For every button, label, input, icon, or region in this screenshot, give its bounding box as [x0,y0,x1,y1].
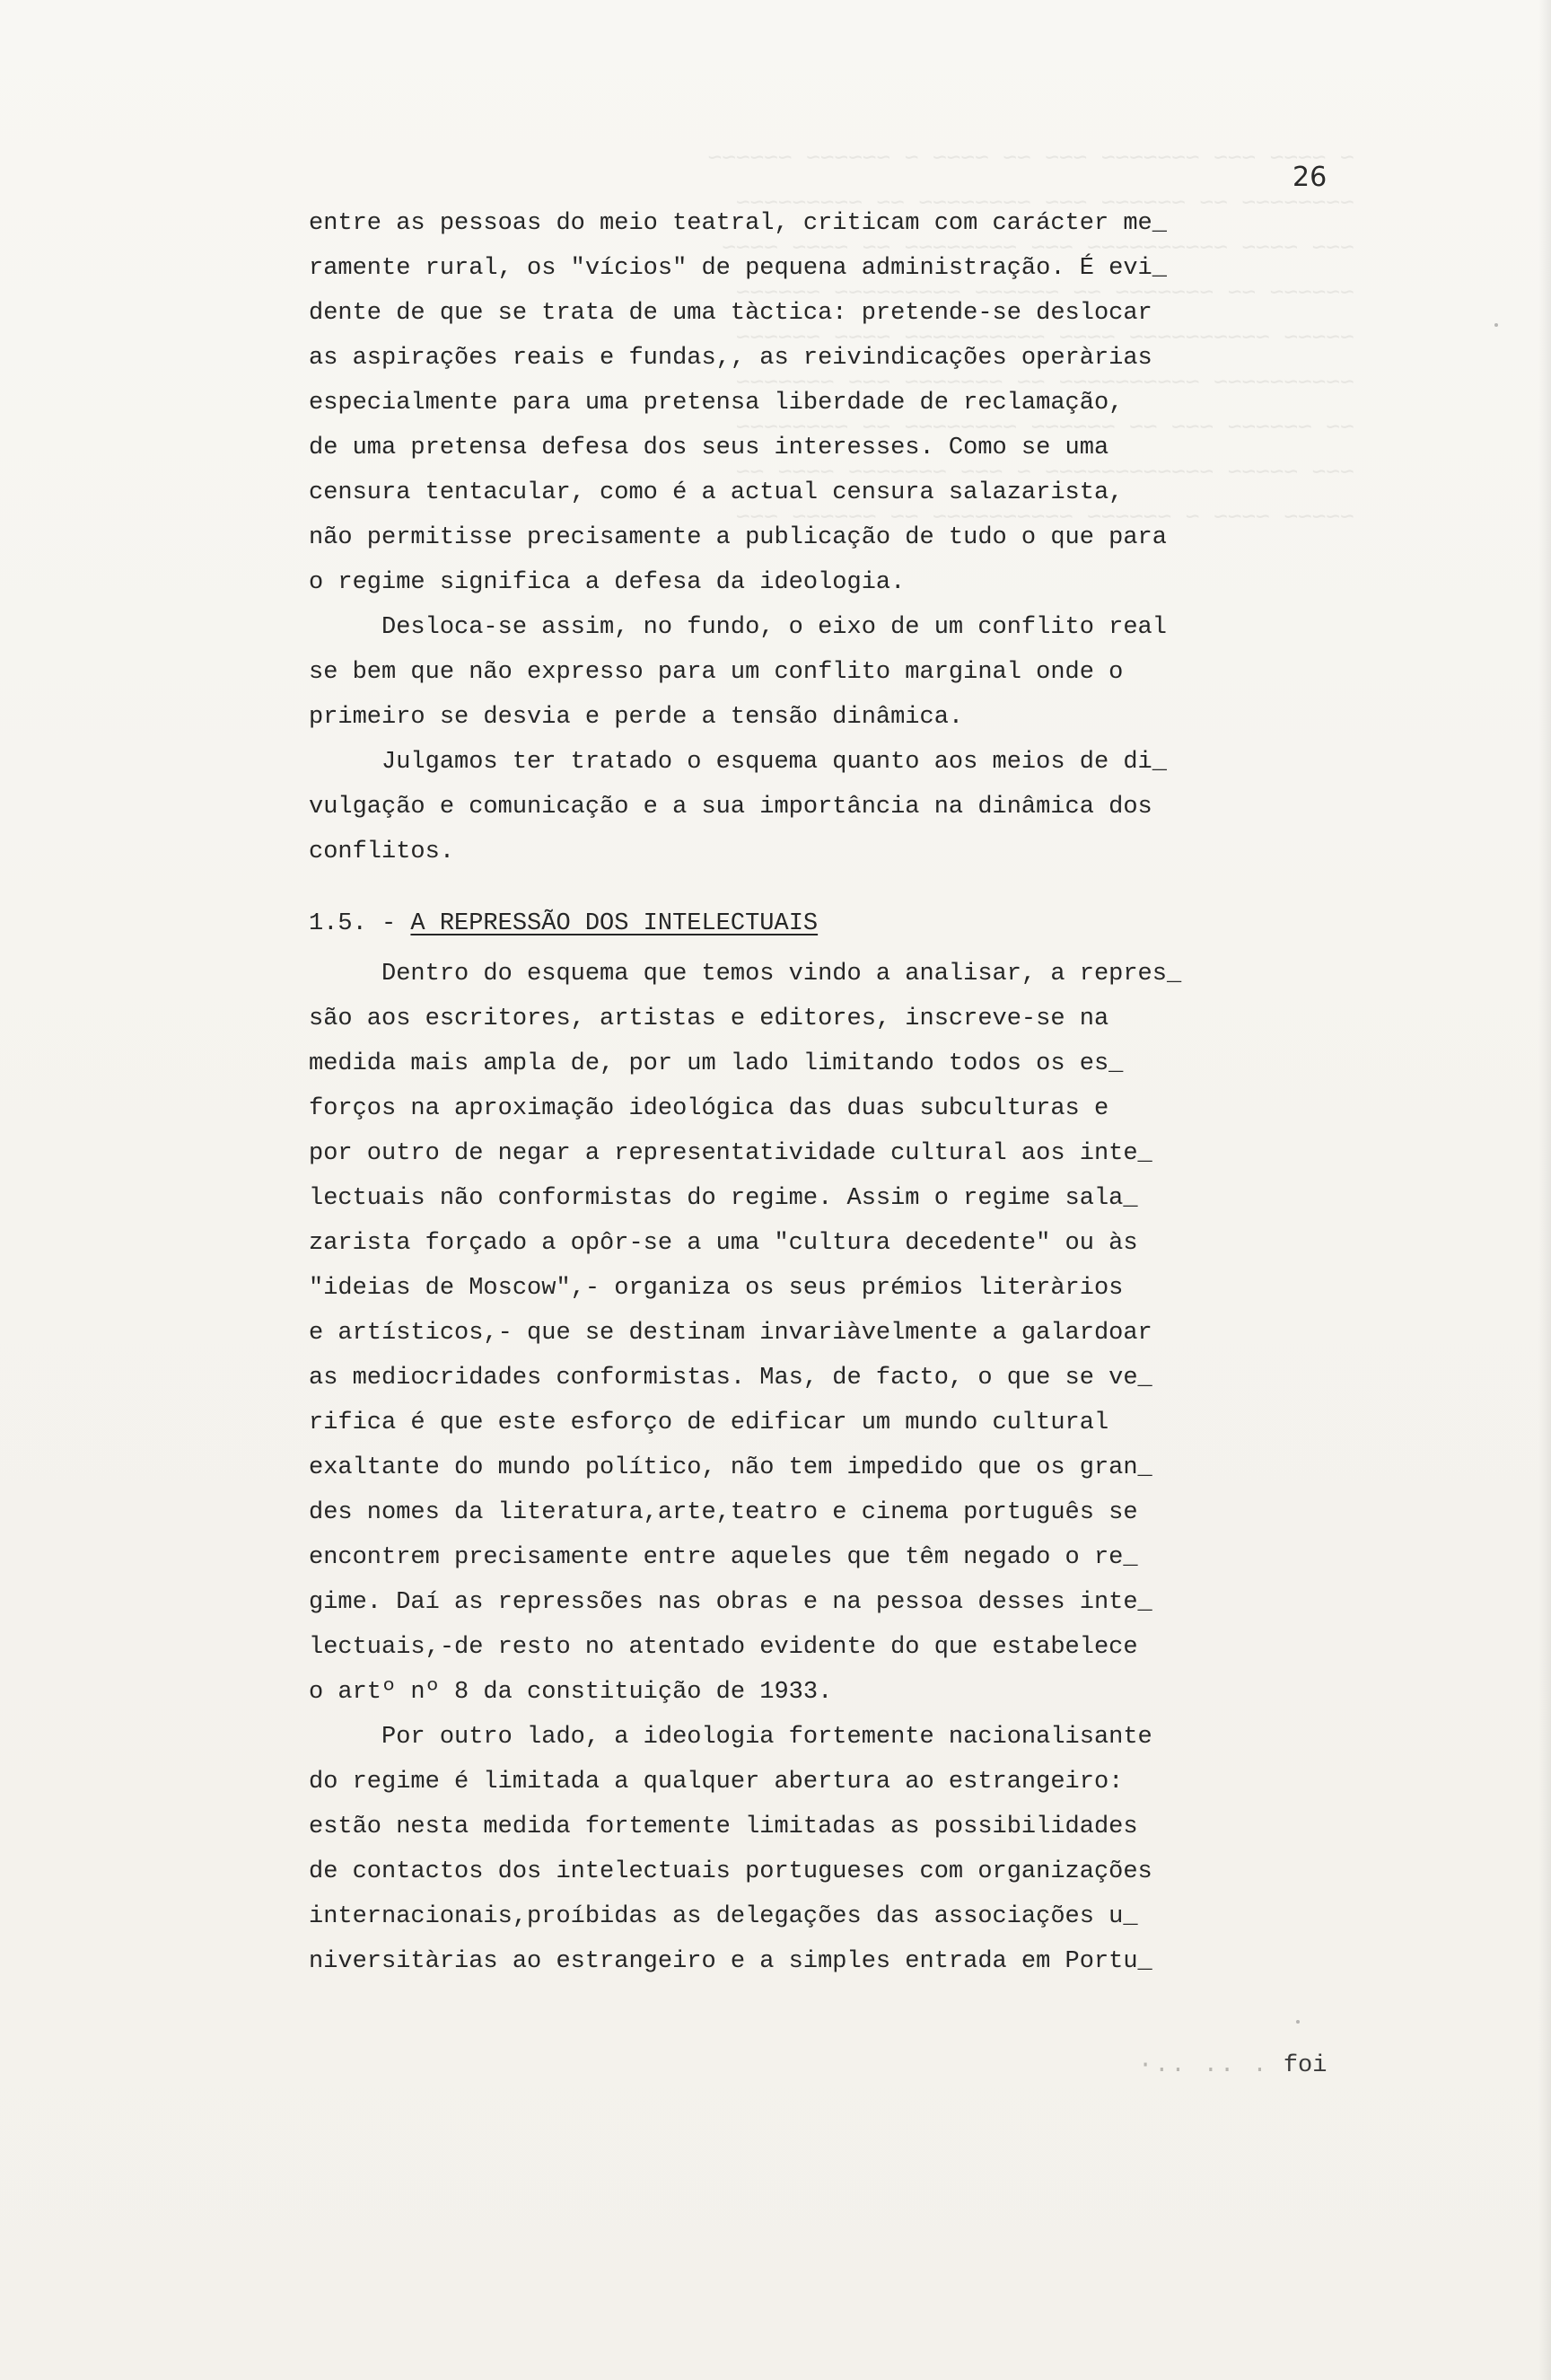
text-line: censura tentacular, como é a actual censura salazarista, [309,479,1124,506]
text-line: Julgamos ter tratado o esquema quanto aos meios de di_ [309,749,1167,776]
text-line: internacionais,proíbidas as delegações das associações u_ [309,1903,1138,1930]
text-line: des nomes da literatura,arte,teatro e cinema português se [309,1499,1138,1526]
text-line: do regime é limitada a qualquer abertura ao estrangeiro: [309,1769,1124,1796]
text-line: de contactos dos intelectuais portugueses com organizações [309,1858,1152,1885]
text-line: as mediocridades conformistas. Mas, de facto, o que se ve_ [309,1365,1152,1392]
bleed-through-text: ~ ~~~~ ~~~ ~~~~~~~ ~~~ ~~ ~~~~ ~ ~~~~~~ ~~~~~~ ~~~~~~~~ ~~ ~~~~~~ ~~~ ~~~~~~~~ ~~ ~~~~~~~~~ ~~~ ~~~~ ~~~~~~~~~~ ~~~ ~~~~~~~~ ~~ ~~~~ ~~~~ ~~~~~~ ~~ ~~~~~~~ ~~ ~~~~~~ ~~~~~~~~~ ~~~~~~ ~~~~~ ~~~~~~~~~~ ~~~~ ~~~~~~~~~~ ~~~~ ~~~~~~ ~~~~~~~~~~ ~~~~~~~~~~ ~~ ~~~~~~~ ~~~ ~~~~~~~ ~~ ~~~~~~ ~~~ ~~ ~~~~~~ ~~~~~~~~ ~~ ~~~~~~~~ ~~~ ~~~~~ ~~~~~~~~~~~~ ~ ~~~ ~~~~~~~ ~~~~ ~~ ~~~~~ ~~~~ ~ ~~~~~~ ~~~~~~~~~~ ~~ ~~~~~~ ~~~ [707,144,1354,530]
text-line: estão nesta medida fortemente limitadas as possibilidades [309,1814,1138,1840]
text-line: se bem que não expresso para um conflito marginal onde o [309,659,1124,686]
text-line: de uma pretensa defesa dos seus interesses. Como se uma [309,435,1109,461]
text-line: dente de que se trata de uma tàctica: pretende-se deslocar [309,300,1152,327]
text-line: encontrem precisamente entre aqueles que têm negado o re_ [309,1544,1138,1571]
paper-speck [1494,323,1498,327]
text-line: Desloca-se assim, no fundo, o eixo de um conflito real [309,614,1167,641]
text-line: vulgação e comunicação e a sua importância na dinâmica dos [309,794,1152,821]
text-line: forços na aproximação ideológica das duas subculturas e [309,1095,1109,1122]
paper-speck [1296,2020,1300,2024]
text-line: medida mais ampla de, por um lado limitando todos os es_ [309,1050,1124,1077]
page-number: 26 [1292,162,1328,193]
text-line: o regime significa a defesa da ideologia. [309,569,906,596]
text-line: "ideias de Moscow",- organiza os seus prémios literàrios [309,1275,1124,1302]
section-heading-number: 1.5. - [309,910,411,937]
page-edge-shadow [1538,0,1551,2380]
text-line: gime. Daí as repressões nas obras e na pessoa desses inte_ [309,1589,1152,1616]
body-text [309,201,1386,1984]
text-line: o artº nº 8 da constituição de 1933. [309,1679,833,1706]
text-line: lectuais não conformistas do regime. Assim o regime sala_ [309,1185,1138,1212]
spacer [309,874,1386,901]
paragraphs-before-heading [309,201,1386,874]
paragraphs-after-heading [309,952,1386,1984]
text-line: Por outro lado, a ideologia fortemente nacionalisante [309,1724,1152,1751]
text-line: rifica é que este esforço de edificar um mundo cultural [309,1410,1109,1436]
text-line: ramente rural, os "vícios" de pequena administração. É evi_ [309,255,1167,282]
catchword-smudge: ·.. .. . [1138,2052,1269,2079]
text-line: niversitàrias ao estrangeiro e a simples entrada em Portu_ [309,1948,1152,1975]
catchword-text: foi [1283,2052,1328,2079]
text-line: as aspirações reais e fundas,, as reivindicações operàrias [309,345,1152,372]
text-line: entre as pessoas do meio teatral, criticam com carácter me_ [309,210,1167,237]
text-line: e artísticos,- que se destinam invariàvelmente a galardoar [309,1320,1152,1347]
text-line: especialmente para uma pretensa liberdade de reclamação, [309,390,1124,417]
catchword [1138,2052,1327,2079]
section-heading [309,901,1386,946]
text-line: Dentro do esquema que temos vindo a analisar, a repres_ [309,961,1182,988]
text-line: por outro de negar a representatividade cultural aos inte_ [309,1140,1152,1167]
text-line: não permitisse precisamente a publicação de tudo o que para [309,524,1167,551]
text-line: lectuais,-de resto no atentado evidente do que estabelece [309,1634,1138,1661]
section-heading-title: A REPRESSÃO DOS INTELECTUAIS [410,910,819,937]
text-line: primeiro se desvia e perde a tensão dinâmica. [309,704,964,731]
text-line: zarista forçado a opôr-se a uma "cultura decedente" ou às [309,1230,1138,1257]
text-line: são aos escritores, artistas e editores, inscreve-se na [309,1006,1109,1032]
text-line: exaltante do mundo político, não tem impedido que os gran_ [309,1454,1152,1481]
text-line: conflitos. [309,839,455,865]
